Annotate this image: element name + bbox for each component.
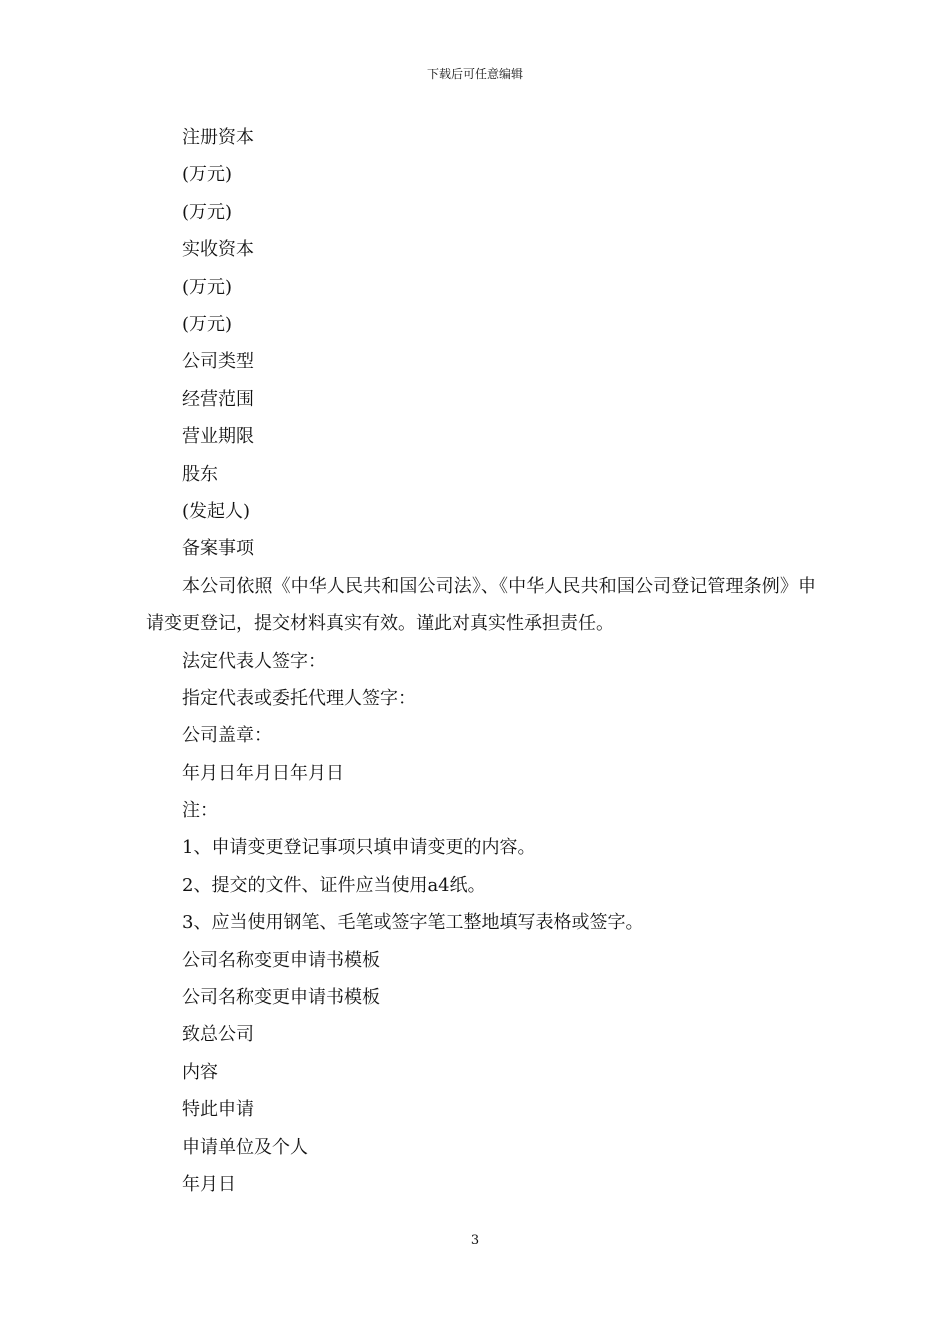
date-line: 年月日	[182, 1173, 236, 1195]
page-header: 下载后可任意编辑	[426, 67, 523, 81]
text-line: 股东	[182, 463, 218, 485]
text-line: 申请单位及个人	[182, 1136, 308, 1158]
note-item: 1、申请变更登记事项只填申请变更的内容。	[182, 837, 536, 859]
text-line: 公司类型	[182, 351, 254, 373]
text-line: 备案事项	[182, 538, 254, 560]
signature-label: 法定代表人签字：	[182, 650, 326, 672]
text-line: 实收资本	[182, 239, 254, 261]
signature-label: 指定代表或委托代理人签字：	[182, 687, 416, 709]
text-line: 注册资本	[182, 127, 254, 148]
section-title: 公司名称变更申请书模板	[182, 987, 380, 1009]
text-line: (万元)	[182, 313, 233, 335]
document-body	[146, 119, 816, 1203]
text-line: 内容	[182, 1061, 218, 1083]
note-item: 3、应当使用钢笔、毛笔或签字笔工整地填写表格或签字。	[182, 912, 644, 934]
section-title: 公司名称变更申请书模板	[182, 949, 380, 971]
text-line: 特此申请	[182, 1099, 254, 1121]
page-number: 3	[470, 1233, 480, 1248]
seal-label: 公司盖章：	[182, 725, 272, 747]
text-line: 营业期限	[182, 426, 254, 448]
text-line: 致总公司	[182, 1024, 254, 1046]
note-item: 2、提交的文件、证件应当使用a4纸。	[182, 874, 486, 896]
date-line: 年月日年月日年月日	[182, 762, 344, 784]
statement-paragraph: 本公司依照《中华人民共和国公司法》、《中华人民共和国公司登记管理条例》申请变更登记，提交材料真实有效。谨此对真实性承担责任。	[146, 575, 816, 635]
text-line: (万元)	[182, 201, 233, 223]
note-heading: 注：	[182, 800, 218, 822]
text-line: 经营范围	[182, 388, 254, 410]
text-line: (发起人)	[182, 500, 251, 522]
text-line: (万元)	[182, 164, 233, 186]
text-line: (万元)	[182, 276, 233, 298]
